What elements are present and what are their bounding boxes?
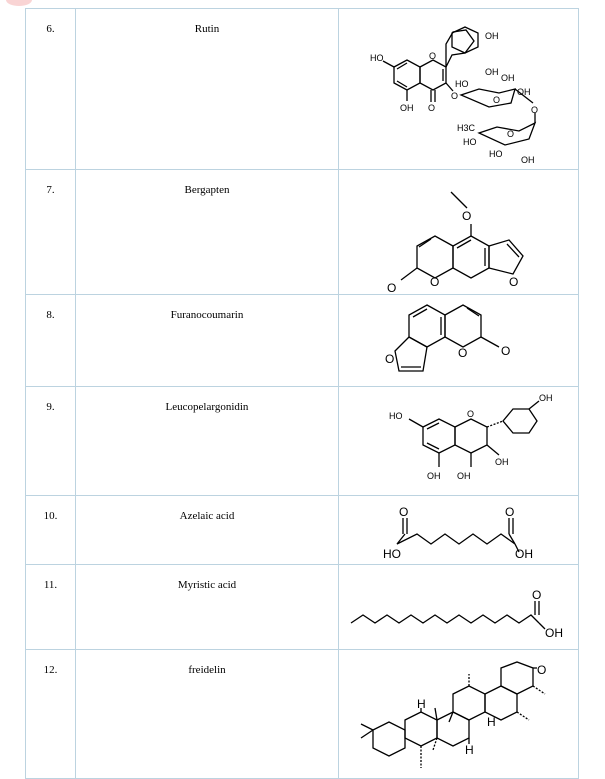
- freidelin-structure-icon: [339, 650, 578, 778]
- svg-text:OH: OH: [485, 67, 499, 77]
- table-row: [26, 387, 579, 496]
- svg-text:O: O: [509, 275, 519, 289]
- svg-text:H: H: [487, 715, 496, 729]
- svg-text:O: O: [387, 281, 397, 294]
- svg-text:OH: OH: [517, 87, 531, 97]
- svg-text:OH: OH: [539, 393, 553, 403]
- row-number: 12.: [26, 650, 76, 779]
- svg-text:O: O: [458, 346, 468, 360]
- svg-text:O: O: [493, 95, 501, 105]
- svg-text:OH: OH: [521, 155, 535, 165]
- svg-text:OH: OH: [501, 73, 515, 83]
- svg-text:H: H: [465, 743, 474, 757]
- structure-cell: [339, 170, 579, 295]
- compound-name: freidelin: [76, 650, 339, 779]
- structure-cell: [339, 9, 579, 170]
- svg-text:HO: HO: [455, 79, 469, 89]
- svg-text:HO: HO: [389, 411, 403, 421]
- row-number: 9.: [26, 387, 76, 496]
- structure-cell: [339, 387, 579, 496]
- corner-decoration: [6, 0, 32, 6]
- structure-cell: [339, 565, 579, 650]
- svg-text:OH: OH: [457, 471, 471, 481]
- svg-text:O: O: [428, 103, 436, 113]
- svg-text:OH: OH: [515, 547, 533, 561]
- svg-text:O: O: [385, 352, 395, 366]
- svg-text:O: O: [467, 409, 475, 419]
- svg-text:O: O: [430, 275, 440, 289]
- svg-text:O: O: [462, 209, 472, 223]
- row-number: 6.: [26, 9, 76, 170]
- svg-text:HO: HO: [463, 137, 477, 147]
- table-row: [26, 9, 579, 170]
- table-row: [26, 565, 579, 650]
- structure-cell: [339, 295, 579, 387]
- svg-text:O: O: [507, 129, 515, 139]
- table-row: [26, 496, 579, 565]
- svg-text:O: O: [429, 51, 437, 61]
- svg-text:OH: OH: [545, 626, 563, 640]
- table-row: [26, 170, 579, 295]
- table-row: [26, 295, 579, 387]
- svg-text:OH: OH: [495, 457, 509, 467]
- svg-text:HO: HO: [383, 547, 401, 561]
- row-number: 10.: [26, 496, 76, 565]
- myristic-acid-structure-icon: [339, 565, 578, 649]
- svg-text:O: O: [537, 663, 547, 677]
- svg-text:OH: OH: [427, 471, 441, 481]
- compound-name: Myristic acid: [76, 565, 339, 650]
- svg-text:H3C: H3C: [457, 123, 476, 133]
- table-row: [26, 650, 579, 779]
- compound-name: Bergapten: [76, 170, 339, 295]
- row-number: 8.: [26, 295, 76, 387]
- svg-text:O: O: [531, 105, 539, 115]
- row-number: 7.: [26, 170, 76, 295]
- furanocoumarin-structure-icon: [339, 295, 578, 386]
- structure-cell: [339, 496, 579, 565]
- compound-name: Furanocoumarin: [76, 295, 339, 387]
- svg-text:OH: OH: [485, 31, 499, 41]
- compound-name: Leucopelargonidin: [76, 387, 339, 496]
- svg-text:O: O: [451, 91, 459, 101]
- structure-cell: [339, 650, 579, 779]
- svg-text:O: O: [399, 505, 409, 519]
- svg-text:O: O: [505, 505, 515, 519]
- svg-text:O: O: [501, 344, 511, 358]
- compound-name: Rutin: [76, 9, 339, 170]
- azelaic-acid-structure-icon: [339, 496, 578, 564]
- svg-text:OH: OH: [400, 103, 414, 113]
- svg-text:O: O: [532, 588, 542, 602]
- leucopelargonidin-structure-icon: [339, 387, 578, 495]
- row-number: 11.: [26, 565, 76, 650]
- svg-text:HO: HO: [489, 149, 503, 159]
- rutin-structure-icon: [339, 9, 578, 169]
- compound-name: Azelaic acid: [76, 496, 339, 565]
- svg-text:H: H: [417, 697, 426, 711]
- svg-text:HO: HO: [370, 53, 384, 63]
- compound-table: [25, 8, 579, 779]
- bergapten-structure-icon: [339, 170, 578, 294]
